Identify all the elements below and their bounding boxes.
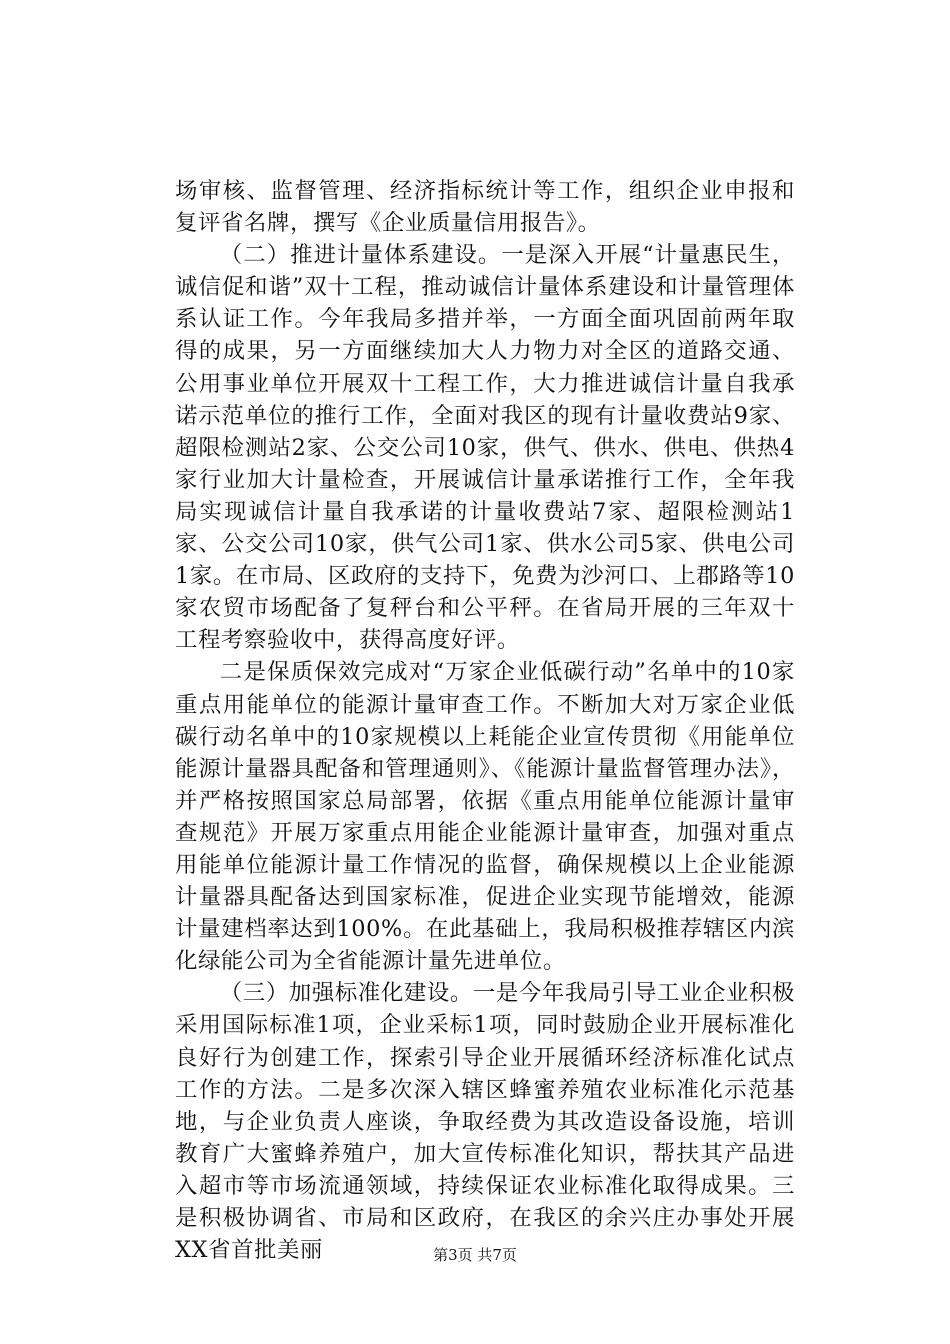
paragraph-1: 场审核、监督管理、经济指标统计等工作，组织企业申报和复评省名牌，撰写《企业质量信用报告》。: [175, 178, 795, 237]
document-body: [175, 175, 795, 1266]
paragraph-4: （三）加强标准化建设。一是今年我局引导工业企业积极采用国际标准1项，企业采标1项，同时鼓励企业开展标准化良好行为创建工作，探索引导企业开展循环经济标准化试点工作的方法。二是多次深入辖区蜂蜜养殖农业标准化示范基地，与企业负责人座谈，争取经费为其改造设备设施，培训教育广大蜜蜂养殖户，加大宣传标准化知识，帮扶其产品进入超市等市场流通领域，持续保证农业标准化取得成果。三是积极协调省、市局和区政府，在我区的余兴庄办事处开展XX省首批美丽: [175, 980, 795, 1264]
page-number-label: 第3页 共7页: [433, 1246, 517, 1264]
page-footer: [0, 1245, 950, 1265]
paragraph-2: （二）推进计量体系建设。一是深入开展“计量惠民生，诚信促和谐”双十工程，推动诚信计量体系建设和计量管理体系认证工作。今年我局多措并举，一方面全面巩固前两年取得的成果，另一方面继续加大人力物力对全区的道路交通、公用事业单位开展双十工程工作，大力推进诚信计量自我承诺示范单位的推行工作，全面对我区的现有计量收费站9家、超限检测站2家、公交公司10家，供气、供水、供电、供热4家行业加大计量检查，开展诚信计量承诺推行工作，全年我局实现诚信计量自我承诺的计量收费站7家、超限检测站1家、公交公司10家，供气公司1家、供水公司5家、供电公司1家。在市局、区政府的支持下，免费为沙河口、上郡路等10家农贸市场配备了复秤台和公平秤。在省局开展的三年双十工程考察验收中，获得高度好评。: [175, 242, 795, 654]
paragraph-3: 二是保质保效完成对“万家企业低碳行动”名单中的10家重点用能单位的能源计量审查工作。不断加大对万家企业低碳行动名单中的10家规模以上耗能企业宣传贯彻《用能单位能源计量器具配备和管理通则》、《能源计量监督管理办法》，并严格按照国家总局部署，依据《重点用能单位能源计量审查规范》开展万家重点用能企业能源计量审查，加强对重点用能单位能源计量工作情况的监督，确保规模以上企业能源计量器具配备达到国家标准，促进企业实现节能增效，能源计量建档率达到100%。在此基础上，我局积极推荐辖区内滨化绿能公司为全省能源计量先进单位。: [175, 659, 795, 975]
